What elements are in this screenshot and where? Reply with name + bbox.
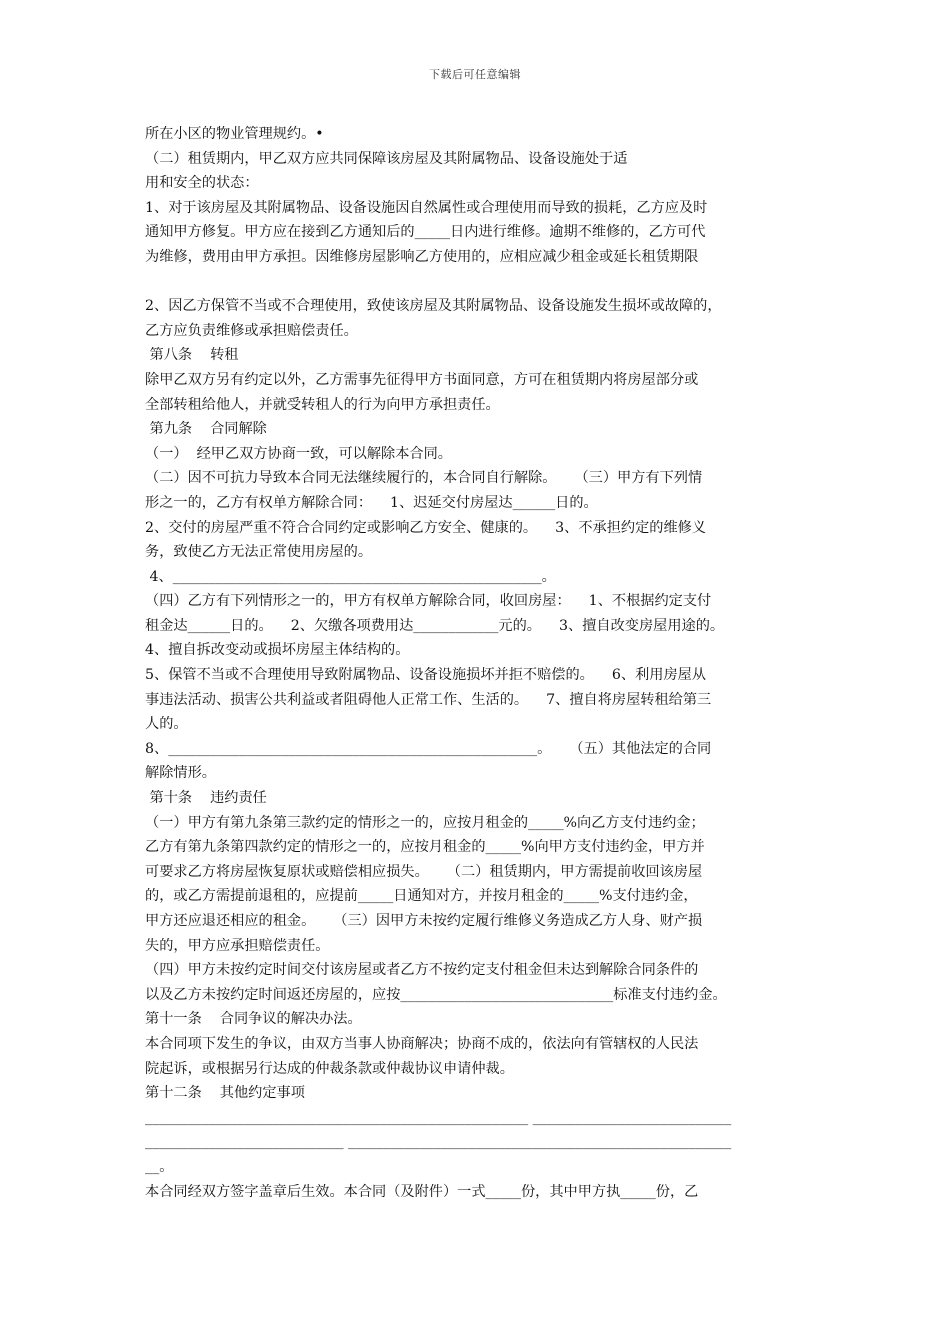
text-line: 4、擅自拆改变动或损坏房屋主体结构的。 [145,642,410,659]
text-line: （一）甲方有第九条第三款约定的情形之一的，应按月租金的_____%向乙方支付违约金； [145,814,705,831]
text-line [145,270,817,295]
text-line: （二）租赁期内，甲乙双方应共同保障该房屋及其附属物品、设备设施处于适 [145,150,628,167]
text-line: 以及乙方未按约定时间返还房屋的，应按______________________________标准支付违约金。 [145,986,727,1003]
text-line: 第十条 违约责任 [145,790,267,807]
document-body [145,122,817,1204]
text-line: 4、____________________________________________________。 [145,568,556,585]
text-line: 1、对于该房屋及其附属物品、设备设施因自然属性或合理使用而导致的损耗，乙方应及时 [145,199,708,216]
text-line: 的，或乙方需提前退租的，应提前_____日通知对方，并按月租金的_____%支付违约金， [145,888,698,905]
text-line: 本合同项下发生的争议，由双方当事人协商解决；协商不成的，依法向有管辖权的人民法 [145,1035,699,1052]
text-line: 除甲乙双方另有约定以外，乙方需事先征得甲方书面同意，方可在租赁期内将房屋部分或 [145,371,699,388]
text-line: 8、____________________________________________________。 （五）其他法定的合同 [145,740,712,757]
text-line: 乙方应负责维修或承担赔偿责任。 [145,322,358,339]
text-line: 用和安全的状态： [145,175,259,192]
text-line: 为维修，费用由甲方承担。因维修房屋影响乙方使用的，应相应减少租金或延长租赁期限 [145,248,699,265]
text-line: 人的。 [145,716,188,733]
text-line: ______________________________________________________ ____________________________ [145,1109,732,1126]
text-line: 第八条 转租 [145,347,239,364]
text-line: 失的，甲方应承担赔偿责任。 [145,937,330,954]
page-header: 下载后可任意编辑 [429,68,521,81]
text-line: 2、交付的房屋严重不符合合同约定或影响乙方安全、健康的。 3、不承担约定的维修义 [145,519,707,536]
text-line: ____________________________ ______________________________________________________ [145,1134,732,1151]
text-line: 第十一条 合同争议的解决办法。 [145,1011,362,1028]
text-line: 事违法活动、损害公共利益或者阻碍他人正常工作、生活的。 7、擅自将房屋转租给第三 [145,691,712,708]
text-line: 解除情形。 [145,765,216,782]
text-line: （二）因不可抗力导致本合同无法继续履行的，本合同自行解除。 （三）甲方有下列情 [145,470,703,487]
text-line: __。 [145,1158,174,1175]
text-line: 2、因乙方保管不当或不合理使用，致使该房屋及其附属物品、设备设施发生损坏或故障的， [145,298,722,315]
text-line: 5、保管不当或不合理使用导致附属物品、设备设施损坏并拒不赔偿的。 6、利用房屋从 [145,667,707,684]
text-line: 可要求乙方将房屋恢复原状或赔偿相应损失。 （二）租赁期内，甲方需提前收回该房屋 [145,863,703,880]
text-line: 第九条 合同解除 [145,421,267,438]
text-line: 通知甲方修复。甲方应在接到乙方通知后的_____日内进行维修。逾期不维修的，乙方可代 [145,224,706,241]
text-line: 租金达______日的。 2、欠缴各项费用达____________元的。 3、擅自改变房屋用途的。 [145,617,725,634]
text-line: 全部转租给他人，并就受转租人的行为向甲方承担责任。 [145,396,500,413]
text-line: 第十二条 其他约定事项 [145,1085,305,1102]
text-line: 所在小区的物业管理规约。• [145,126,324,142]
text-line: （一） 经甲乙双方协商一致，可以解除本合同。 [145,445,452,462]
text-line: 务，致使乙方无法正常使用房屋的。 [145,544,373,561]
text-line: 院起诉，或根据另行达成的仲裁条款或仲裁协议申请仲裁。 [145,1060,514,1077]
text-line: 甲方还应退还相应的租金。 （三）因甲方未按约定履行维修义务造成乙方人身、财产损 [145,913,703,929]
text-line: 本合同经双方签字盖章后生效。本合同（及附件）一式_____份，其中甲方执_____份，乙 [145,1183,699,1200]
text-line: 乙方有第九条第四款约定的情形之一的，应按月租金的_____%向甲方支付违约金，甲方并 [145,839,705,856]
text-line: （四）乙方有下列情形之一的，甲方有权单方解除合同，收回房屋： 1、不根据约定支付 [145,593,712,610]
text-line: （四）甲方未按约定时间交付该房屋或者乙方不按约定支付租金但未达到解除合同条件的 [145,962,699,979]
text-line: 形之一的，乙方有权单方解除合同： 1、迟延交付房屋达______日的。 [145,494,598,511]
